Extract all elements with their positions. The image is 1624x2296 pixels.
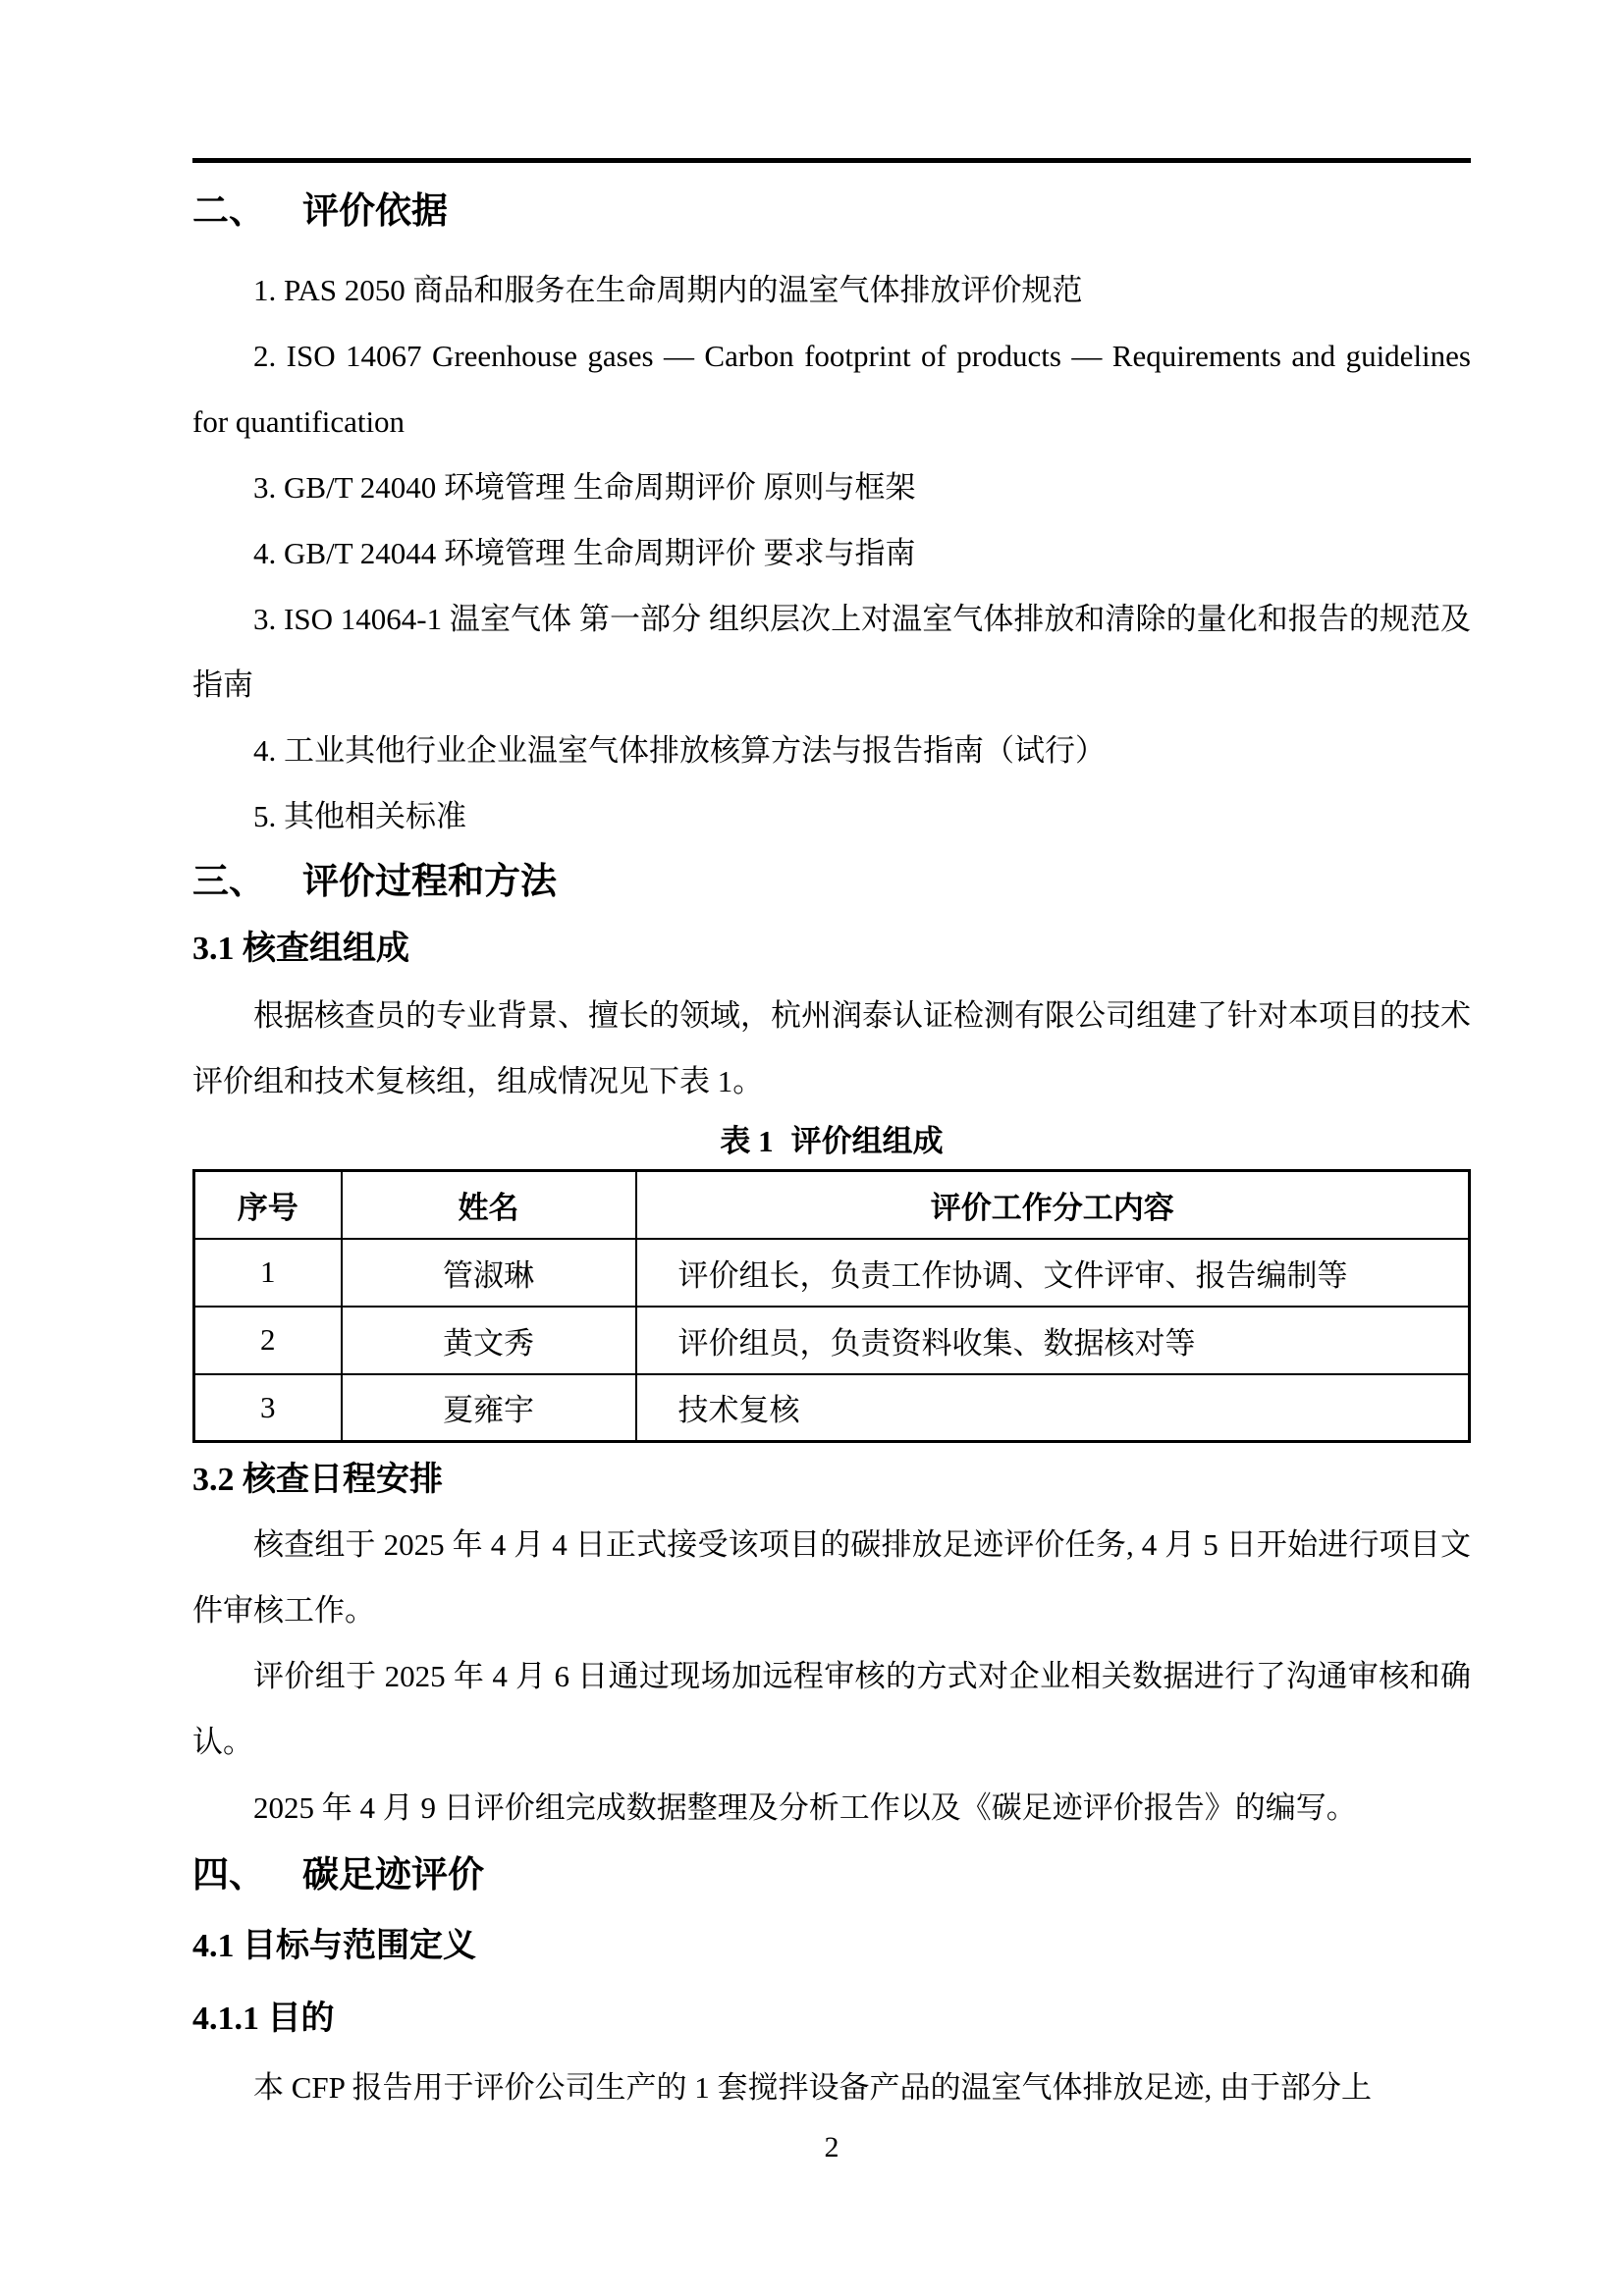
paragraph-schedule: 评价组于 2025 年 4 月 6 日通过现场加远程审核的方式对企业相关数据进行了沟通审核和确认。 bbox=[192, 1659, 1471, 1759]
cell-no: 3 bbox=[194, 1374, 342, 1442]
evaluation-team-table bbox=[192, 1169, 1471, 1443]
table-row bbox=[194, 1307, 1470, 1374]
cell-name: 夏雍宇 bbox=[342, 1374, 636, 1442]
section-number: 四、 bbox=[192, 1855, 265, 1896]
cell-duty: 评价组长，负责工作协调、文件评审、报告编制等 bbox=[636, 1239, 1470, 1307]
cell-duty: 技术复核 bbox=[636, 1374, 1470, 1442]
section-heading-process bbox=[192, 855, 1471, 910]
eval-basis-list bbox=[192, 257, 1471, 849]
section-heading-cfp bbox=[192, 1848, 1471, 1903]
paragraph-team-composition: 根据核查员的专业背景、擅长的领域，杭州润泰认证检测有限公司组建了针对本项目的技术评价组和技术复核组，组成情况见下表 1。 bbox=[192, 998, 1471, 1098]
table-caption bbox=[192, 1114, 1471, 1169]
section-heading-eval-basis bbox=[192, 187, 1471, 238]
section-title: 评价过程和方法 bbox=[302, 862, 557, 902]
section-number: 二、 bbox=[192, 191, 265, 232]
table-row bbox=[194, 1374, 1470, 1442]
cell-name: 管淑琳 bbox=[342, 1239, 636, 1307]
table-header-row bbox=[194, 1171, 1470, 1239]
subsection-heading-4-1: 4.1 目标与范围定义 bbox=[192, 1928, 476, 1964]
list-item: 3. ISO 14064-1 温室气体 第一部分 组织层次上对温室气体排放和清除的量化和报告的规范及指南 bbox=[192, 602, 1471, 702]
list-item: 4. GB/T 24044 环境管理 生命周期评价 要求与指南 bbox=[253, 536, 916, 570]
column-header-name: 姓名 bbox=[342, 1171, 636, 1239]
paragraph-schedule: 2025 年 4 月 9 日评价组完成数据整理及分析工作以及《碳足迹评价报告》的编写。 bbox=[253, 1790, 1357, 1825]
table-caption-label: 表 1 bbox=[720, 1124, 774, 1158]
column-header-no: 序号 bbox=[194, 1171, 342, 1239]
cell-name: 黄文秀 bbox=[342, 1307, 636, 1374]
column-header-duty: 评价工作分工内容 bbox=[636, 1171, 1470, 1239]
subsection-heading-3-2: 3.2 核查日程安排 bbox=[192, 1462, 443, 1498]
subsection-heading-4-1-1: 4.1.1 目的 bbox=[192, 2001, 335, 2037]
paragraph-schedule: 核查组于 2025 年 4 月 4 日正式接受该项目的碳排放足迹评价任务, 4 月 5 日开始进行项目文件审核工作。 bbox=[192, 1527, 1471, 1628]
section-title: 评价依据 bbox=[302, 191, 448, 232]
table-caption-title: 评价组组成 bbox=[790, 1124, 944, 1158]
page-content bbox=[192, 0, 1471, 2120]
page-number: 2 bbox=[824, 2131, 839, 2163]
section-title: 碳足迹评价 bbox=[302, 1855, 484, 1896]
list-item: 1. PAS 2050 商品和服务在生命周期内的温室气体排放评价规范 bbox=[253, 273, 1083, 307]
cell-duty: 评价组员，负责资料收集、数据核对等 bbox=[636, 1307, 1470, 1374]
header-rule bbox=[192, 158, 1471, 163]
list-item: 2. ISO 14067 Greenhouse gases — Carbon footprint of products — Requirements and guidelines for quantification bbox=[192, 339, 1471, 439]
cell-no: 1 bbox=[194, 1239, 342, 1307]
table-row bbox=[194, 1239, 1470, 1307]
list-item: 4. 工业其他行业企业温室气体排放核算方法与报告指南（试行） bbox=[253, 733, 1106, 768]
list-item: 3. GB/T 24040 环境管理 生命周期评价 原则与框架 bbox=[253, 470, 916, 505]
section-number: 三、 bbox=[192, 862, 265, 902]
paragraph-cfp-purpose: 本 CFP 报告用于评价公司生产的 1 套搅拌设备产品的温室气体排放足迹, 由于部分上 bbox=[253, 2070, 1373, 2105]
subsection-heading-3-1: 3.1 核查组组成 bbox=[192, 931, 409, 967]
list-item: 5. 其他相关标准 bbox=[253, 799, 466, 833]
schedule-paragraphs bbox=[192, 1512, 1471, 1841]
cell-no: 2 bbox=[194, 1307, 342, 1374]
